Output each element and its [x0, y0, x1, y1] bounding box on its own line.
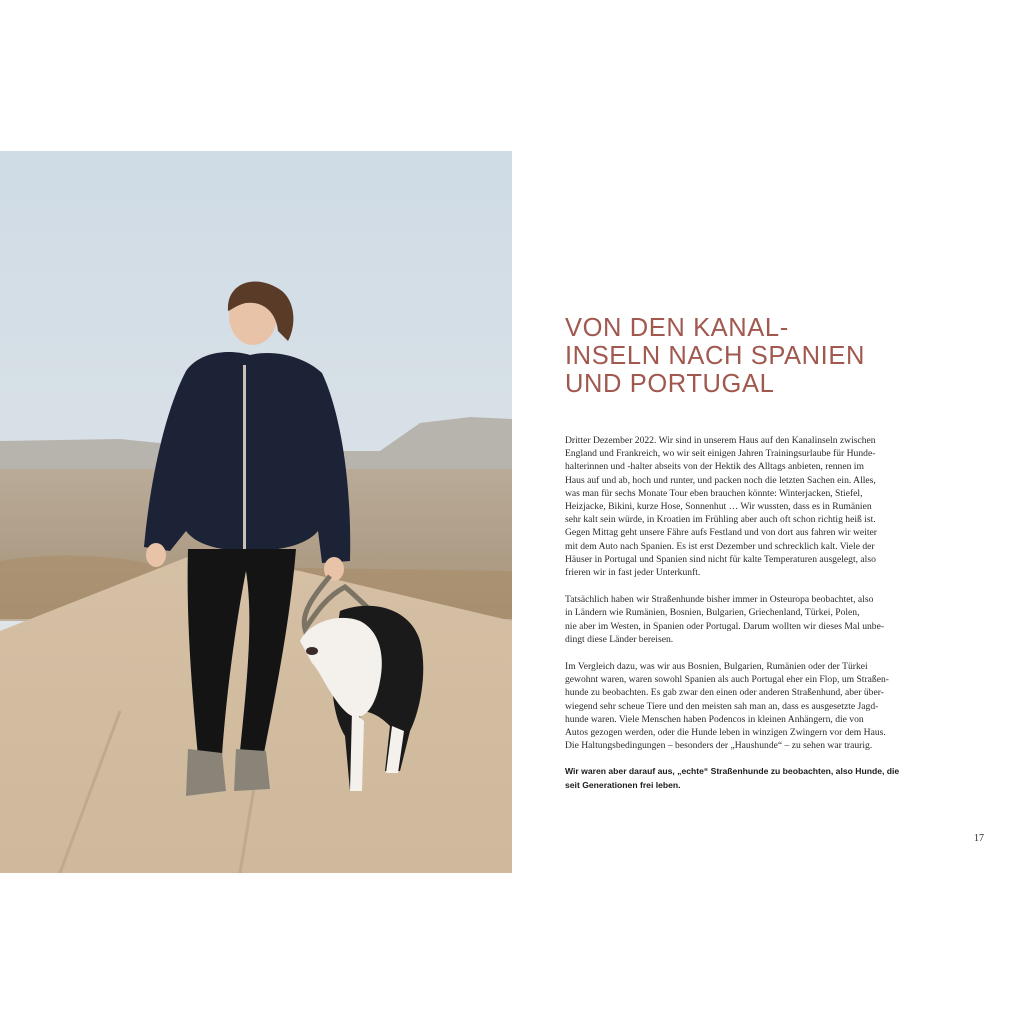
woman-left-hand [146, 543, 166, 567]
cover-photo-woman-walking-dog [0, 151, 512, 873]
body-text [565, 434, 910, 806]
text-line: gewohnt waren, waren sowohl Spanien als auch Portugal eher ein Flop, um Straßen- [565, 674, 889, 686]
bold-paragraph [565, 765, 910, 791]
text-line: Heizjacke, Bikini, kurze Hose, Sonnenhut … Wir wussten, dass es in Rumänien [565, 501, 872, 513]
photo-illustration [0, 151, 512, 873]
text-line: mit dem Auto nach Spanien. Es ist erst Dezember und schrecklich kalt. Viele der [565, 540, 875, 552]
text-line: hunde zu beobachten. Es gab zwar den einen oder anderen Straßenhund, aber über- [565, 687, 884, 699]
text-line: Im Vergleich dazu, was wir aus Bosnien, Bulgarien, Rumänien oder der Türkei [565, 661, 868, 673]
text-line: Wir waren aber darauf aus, „echte“ Straßenhunde zu beobachten, also Hunde, die [565, 766, 900, 777]
text-line: wiegend sehr scheue Tiere und den meisten sah man an, dass es ausgesetzte Jagd- [565, 700, 879, 712]
text-line: Die Haltungsbedingungen – besonders der „Haushunde“ – zu sehen war traurig. [565, 740, 873, 752]
text-line: Autos gezogen werden, oder die Hunde leben in winzigen Zwingern vor dem Haus. [565, 727, 886, 739]
text-line: seit Generationen frei leben. [565, 779, 681, 790]
text-line: dingt diese Länder bereisen. [565, 633, 674, 645]
dog-front-leg [350, 711, 364, 791]
text-line: Dritter Dezember 2022. Wir sind in unserem Haus auf den Kanalinseln zwischen [565, 435, 876, 446]
heading-line: INSELN NACH SPANIEN [565, 342, 865, 370]
text-line: in Ländern wie Rumänien, Bosnien, Bulgarien, Griechenland, Türkei, Polen, [565, 607, 860, 619]
paragraph-2 [565, 593, 910, 646]
text-line: hunde waren. Viele Menschen haben Podencos in kleinen Anhängern, die von [565, 713, 864, 725]
paragraph-1 [565, 434, 910, 579]
text-line: frieren wir in fast jeder Unterkunft. [565, 567, 701, 579]
text-line: Gegen Mittag geht unsere Fähre aufs Festland und von dort aus fahren wir weiter [565, 527, 877, 539]
jacket-zipper [243, 365, 246, 551]
text-line: Tatsächlich haben wir Straßenhunde bisher immer in Osteuropa beobachtet, also [565, 594, 874, 606]
text-line: England und Frankreich, wo wir seit einigen Jahren Trainingsurlaube für Hunde- [565, 448, 876, 460]
left-shoe [186, 749, 226, 796]
text-line: was man für sechs Monate Tour eben brauchen könnte: Winterjacken, Stiefel, [565, 487, 863, 499]
page-number: 17 [974, 833, 984, 844]
heading-line: VON DEN KANAL- [565, 314, 789, 342]
text-line: nie aber im Westen, in Spanien oder Portugal. Darum wollten wir dieses Mal unbe- [565, 620, 885, 632]
chapter-heading [565, 314, 985, 398]
paragraph-3 [565, 660, 910, 752]
text-line: Haus auf und ab, hoch und runter, und packen noch die letzten Sachen ein. Alles, [565, 474, 876, 486]
heading-line: UND PORTUGAL [565, 370, 775, 398]
text-line: halterinnen und -halter abseits von der Hektik des Alltags anbieten, rennen im [565, 461, 864, 473]
right-shoe [234, 749, 270, 791]
dog-nose [306, 647, 318, 655]
text-line: Häuser in Portugal und Spanien sind nicht für kalte Temperaturen ausgelegt, also [565, 553, 876, 565]
text-line: sehr kalt sein würde, in Kroatien im Frühling aber auch oft schon richtig heiß ist. [565, 514, 876, 526]
